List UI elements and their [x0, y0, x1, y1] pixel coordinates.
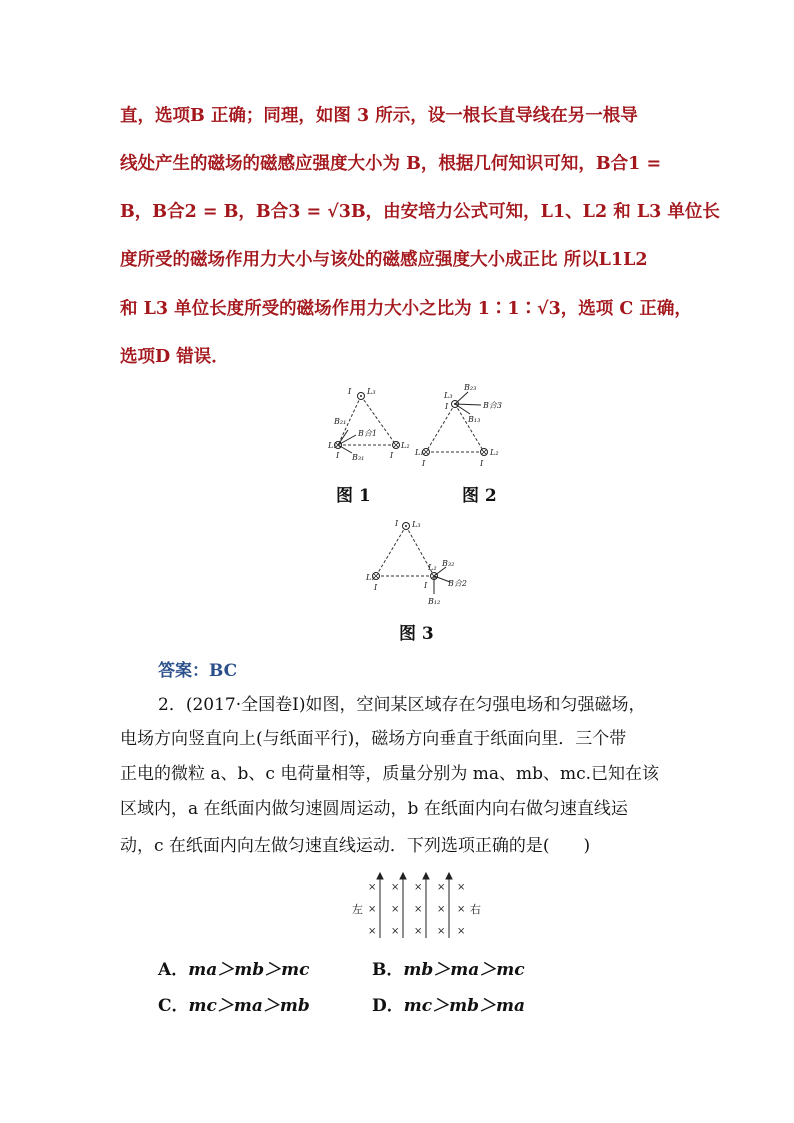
svg-text:B₂₃: B₂₃: [464, 383, 477, 392]
svg-text:×: ×: [457, 904, 466, 915]
svg-text:×: ×: [368, 882, 377, 893]
svg-text:右: 右: [470, 903, 481, 916]
option-c[interactable]: C．mc＞ma＞mb: [158, 996, 310, 1016]
svg-text:L₂: L₂: [401, 441, 410, 450]
svg-text:I: I: [424, 581, 428, 590]
solution-line-6: 选项D 错误．: [120, 347, 229, 367]
svg-text:×: ×: [414, 882, 423, 893]
svg-text:I: I: [390, 451, 394, 460]
svg-text:I: I: [374, 583, 378, 592]
svg-text:×: ×: [391, 904, 400, 915]
question-line-1: 2．(2017·全国卷Ⅰ)如图，空间某区域存在匀强电场和匀强磁场，: [158, 695, 646, 715]
figure-1-caption: 图 1: [336, 486, 371, 506]
svg-text:L₁: L₁: [366, 573, 375, 582]
svg-text:×: ×: [414, 904, 423, 915]
svg-text:×: ×: [368, 904, 377, 915]
svg-text:×: ×: [437, 882, 446, 893]
svg-text:B₃₁: B₃₁: [352, 453, 365, 462]
solution-line-3: B，B合2 = B，B合3 = √3B，由安培力公式可知，L1、L2 和 L3 单位长: [120, 202, 720, 222]
question-line-4: 区域内，a 在纸面内做匀速圆周运动，b 在纸面内向右做匀速直线运: [120, 799, 628, 819]
svg-text:L₃: L₃: [444, 391, 453, 400]
svg-text:B₂₁: B₂₁: [334, 417, 347, 426]
svg-text:L₂: L₂: [428, 563, 437, 572]
svg-text:I: I: [480, 459, 484, 468]
question-line-2: 电场方向竖直向上(与纸面平行)，磁场方向垂直于纸面向里．三个带: [120, 729, 627, 749]
svg-text:×: ×: [457, 926, 466, 937]
svg-text:B₁₂: B₁₂: [428, 597, 441, 606]
svg-text:×: ×: [391, 926, 400, 937]
svg-text:B合1: B合1: [358, 429, 377, 438]
svg-text:L₁: L₁: [415, 448, 424, 457]
svg-text:B合2: B合2: [448, 579, 467, 588]
svg-text:B₃₂: B₃₂: [442, 559, 455, 568]
figure-3: [362, 516, 472, 608]
svg-text:L₃: L₃: [367, 387, 376, 396]
option-a[interactable]: A．ma＞mb＞mc: [158, 960, 310, 980]
solution-line-1: 直，选项B 正确；同理，如图 3 所示，设一根长直导线在另一根导: [120, 106, 638, 126]
svg-text:I: I: [395, 519, 399, 528]
svg-text:×: ×: [368, 926, 377, 937]
svg-text:×: ×: [391, 882, 400, 893]
figures-1-2: [318, 382, 518, 472]
svg-text:L₂: L₂: [490, 448, 499, 457]
svg-text:I: I: [336, 451, 340, 460]
figure-3-caption: 图 3: [399, 624, 434, 644]
svg-text:左: 左: [352, 903, 363, 916]
figure-2-caption: 图 2: [462, 486, 497, 506]
svg-text:×: ×: [457, 882, 466, 893]
solution-line-2: 线处产生的磁场的磁感应强度大小为 B，根据几何知识可知，B合1 =: [120, 154, 662, 174]
question-line-3: 正电的微粒 a、b、c 电荷量相等，质量分别为 ma、mb、mc.已知在该: [120, 764, 660, 784]
option-d[interactable]: D．mc＞mb＞ma: [372, 996, 525, 1016]
answer-label: 答案：BC: [158, 661, 238, 681]
svg-text:×: ×: [437, 926, 446, 937]
svg-text:×: ×: [437, 904, 446, 915]
option-b[interactable]: B．mb＞ma＞mc: [372, 960, 525, 980]
svg-text:×: ×: [414, 926, 423, 937]
svg-text:L₁: L₁: [328, 441, 337, 450]
svg-text:I: I: [422, 459, 426, 468]
svg-text:B₁₃: B₁₃: [468, 415, 481, 424]
svg-text:L₃: L₃: [412, 520, 421, 529]
question-line-5: 动，c 在纸面内向左做匀速直线运动．下列选项正确的是( ): [120, 836, 591, 856]
solution-line-4: 度所受的磁场作用力大小与该处的磁感应强度大小成正比 所以L1L2: [120, 250, 648, 270]
svg-text:I: I: [445, 402, 449, 411]
svg-text:I: I: [348, 387, 352, 396]
solution-line-5: 和 L3 单位长度所受的磁场作用力大小之比为 1∶1∶√3，选项 C 正确，: [120, 299, 692, 319]
field-diagram: [350, 872, 490, 940]
svg-text:B合3: B合3: [483, 401, 502, 410]
